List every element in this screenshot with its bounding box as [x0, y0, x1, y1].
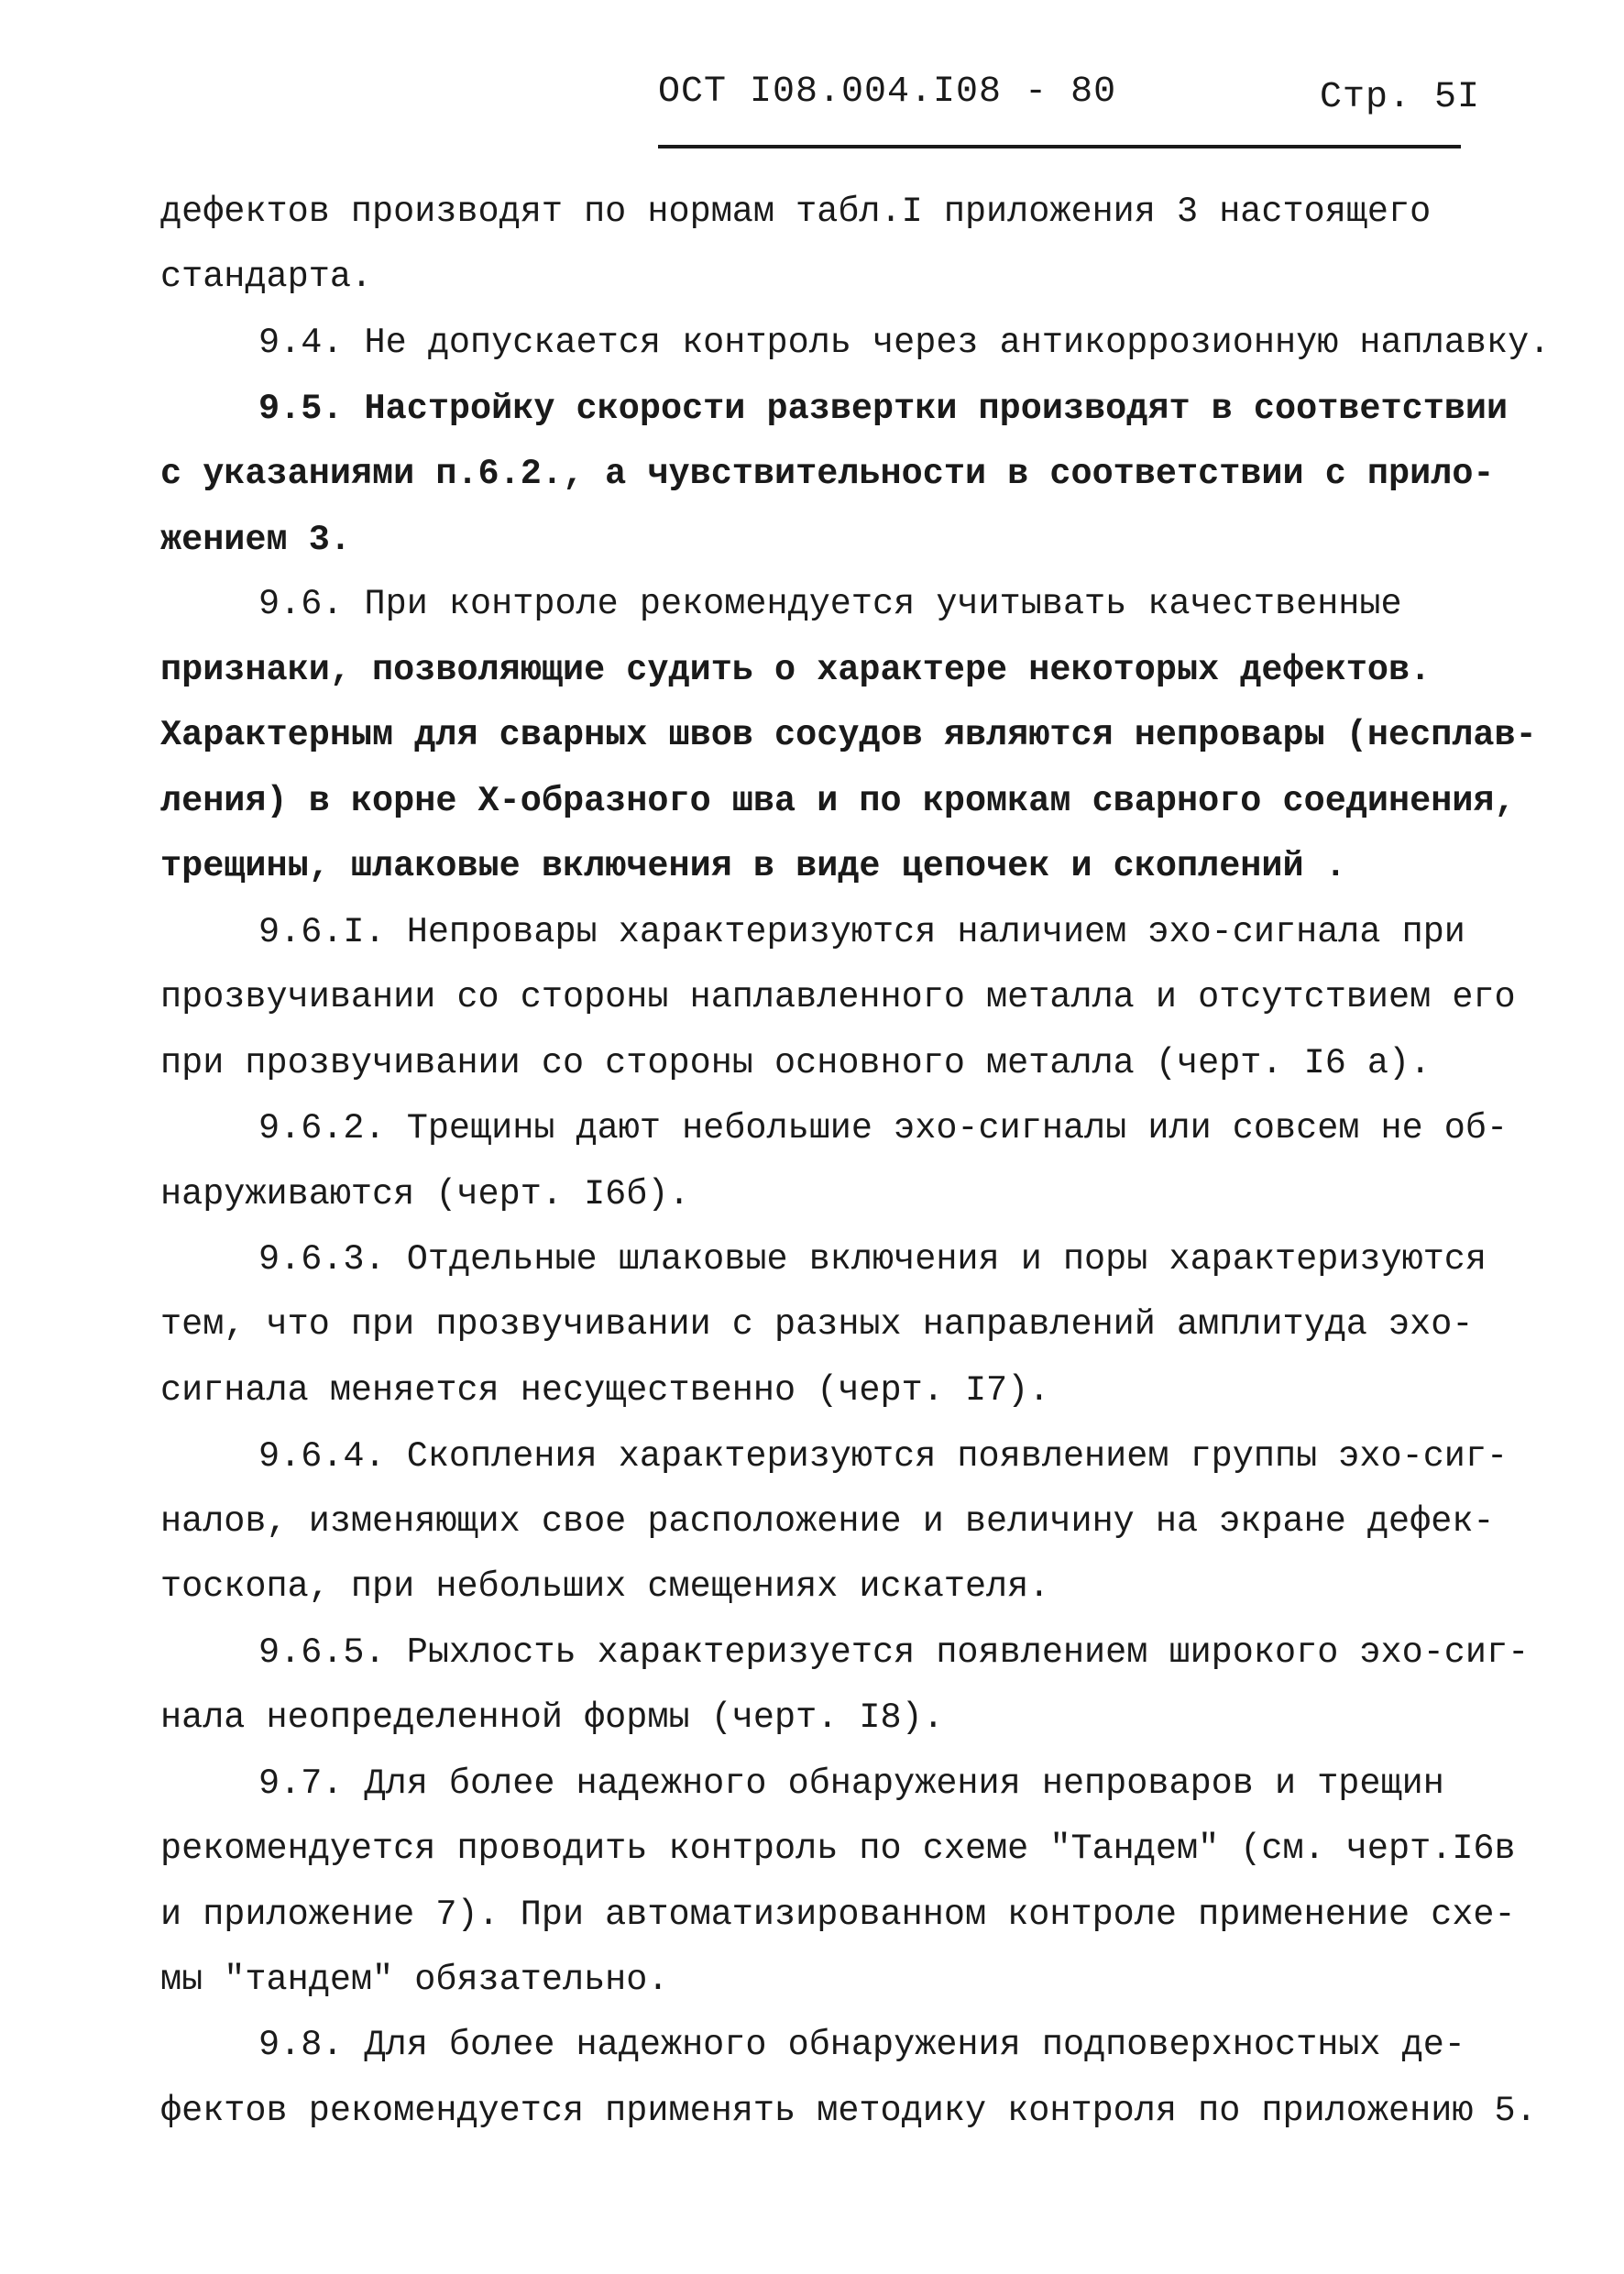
text-line: 9.6. При контроле рекомендуется учитывать качественные — [258, 584, 1402, 624]
text-line: сигнала меняется несущественно (черт. I7). — [160, 1370, 1050, 1411]
text-line: при прозвучивании со стороны основного металла (черт. I6 а). — [160, 1043, 1432, 1083]
text-line: 9.6.2. Трещины дают небольшие эхо-сигналы или совсем не об- — [258, 1108, 1509, 1148]
text-line: 9.6.3. Отдельные шлаковые включения и поры характеризуются — [258, 1239, 1487, 1280]
text-line: тоскопа, при небольших смещениях искателя. — [160, 1566, 1050, 1607]
text-line: 9.6.I. Непровары характеризуются наличием эхо-сигнала при — [258, 912, 1465, 952]
header-divider — [658, 145, 1461, 148]
document-code: ОСТ I08.004.I08 - 80 — [658, 71, 1117, 113]
text-line: 9.4. Не допускается контроль через антикоррозионную наплавку. — [258, 323, 1551, 363]
text-line: признаки, позволяющие судить о характере некоторых дефектов. — [160, 650, 1432, 690]
text-line: 9.6.5. Рыхлость характеризуется появлением широкого эхо-сиг- — [258, 1632, 1530, 1673]
page-number: Стр. 5I — [1320, 77, 1481, 118]
text-line: жением 3. — [160, 520, 351, 560]
text-line: ления) в корне Х-образного шва и по кромкам сварного соединения, — [160, 781, 1516, 821]
text-line: дефектов производят по нормам табл.I приложения 3 настоящего — [160, 192, 1432, 232]
text-line: Характерным для сварных швов сосудов являются непровары (несплав- — [160, 715, 1537, 755]
text-line: налов, изменяющих свое расположение и величину на экране дефек- — [160, 1501, 1495, 1542]
text-line: фектов рекомендуется применять методику контроля по приложению 5. — [160, 2091, 1537, 2131]
text-line: рекомендуется проводить контроль по схеме "Тандем" (см. черт.I6в — [160, 1829, 1516, 1869]
text-line: нала неопределенной формы (черт. I8). — [160, 1697, 944, 1738]
text-line: прозвучивании со стороны наплавленного металла и отсутствием его — [160, 977, 1516, 1017]
text-line: наруживаются (черт. I6б). — [160, 1174, 690, 1214]
text-line: с указаниями п.6.2., а чувствительности в соответствии с прило- — [160, 454, 1495, 494]
text-line: тем, что при прозвучивании с разных направлений амплитуда эхо- — [160, 1304, 1474, 1345]
text-line: стандарта. — [160, 257, 373, 297]
text-line: 9.7. Для более надежного обнаружения непроваров и трещин — [258, 1763, 1444, 1804]
text-line: 9.5. Настройку скорости развертки производят в соответствии — [258, 389, 1509, 429]
text-line: мы "тандем" обязательно. — [160, 1960, 669, 2000]
text-line: трещины, шлаковые включения в виде цепочек и скоплений . — [160, 846, 1346, 886]
text-line: 9.6.4. Скопления характеризуются появлением группы эхо-сиг- — [258, 1436, 1509, 1477]
text-line: и приложение 7). При автоматизированном контроле применение схе- — [160, 1895, 1516, 1935]
text-line: 9.8. Для более надежного обнаружения подповерхностных де- — [258, 2025, 1465, 2065]
